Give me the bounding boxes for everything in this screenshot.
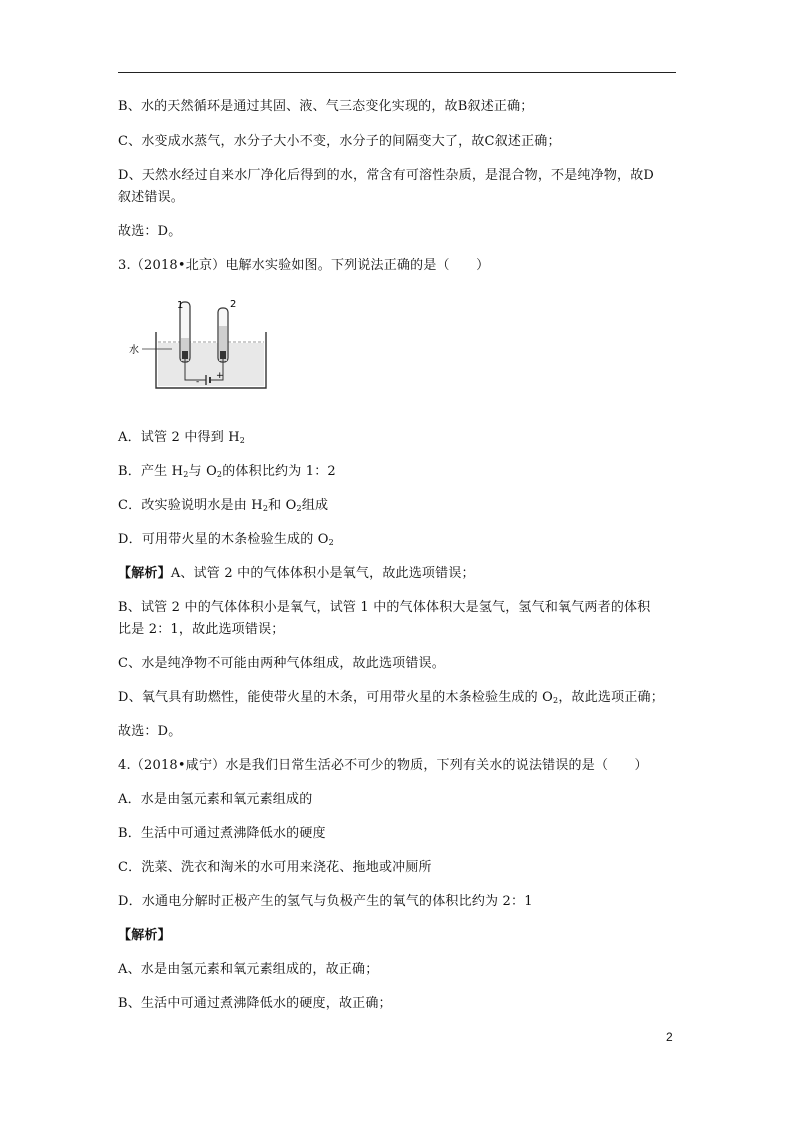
- text-span: A、试管 2 中的气体体积小是氧气，故此选项错误；: [170, 566, 475, 581]
- header-rule: [118, 72, 676, 73]
- question-3: 3.（2018•北京）电解水实验如图。下列说法正确的是（ ）: [118, 258, 490, 273]
- text-span: D．可用带火星的木条检验生成的 O: [118, 532, 329, 547]
- text-span: C．改实验说明水是由 H: [118, 498, 263, 513]
- text-line: [118, 690, 664, 706]
- text-span: ，故此选项正确；: [558, 690, 664, 705]
- text-line: B、生活中可通过煮沸降低水的硬度，故正确；: [118, 996, 392, 1011]
- subscript: 2: [328, 538, 334, 547]
- electrolysis-diagram: [128, 296, 276, 394]
- water-label: 水: [129, 345, 139, 356]
- analysis-3-line: [118, 566, 475, 582]
- battery-minus-label: -: [196, 377, 200, 387]
- text-span: 与 O: [188, 464, 217, 479]
- text-line: C、水是纯净物不可能由两种气体组成，故此选项错误。: [118, 656, 445, 671]
- text-span: D、氧气具有助燃性，能使带火星的木条，可用带火星的木条检验生成的 O: [118, 690, 554, 705]
- option-3a: [118, 430, 245, 446]
- option-3c: [118, 498, 328, 514]
- option-4c: C．洗菜、洗衣和淘米的水可用来浇花、拖地或冲厕所: [118, 860, 432, 875]
- text-line: B、试管 2 中的气体体积小是氧气，试管 1 中的气体体积大是氢气，氢气和氧气两者的体积: [118, 600, 651, 615]
- page-number: 2: [666, 1030, 673, 1044]
- option-4b: B．生活中可通过煮沸降低水的硬度: [118, 826, 326, 841]
- text-span: B．产生 H: [118, 464, 184, 479]
- text-span: 组成: [301, 498, 329, 513]
- battery-plus-label: +: [216, 371, 224, 381]
- subscript: 2: [262, 504, 269, 513]
- text-span: 和 O: [268, 498, 297, 513]
- option-3b: [118, 464, 336, 480]
- option-4d: D．水通电分解时正极产生的氢气与负极产生的氧气的体积比约为 2：1: [118, 894, 533, 909]
- text-span: 的体积比约为 1：2: [222, 464, 336, 479]
- text-line: B、水的天然循环是通过其固、液、气三态变化实现的，故B叙述正确；: [118, 99, 534, 114]
- text-line: C、水变成水蒸气，水分子大小不变，水分子的间隔变大了，故C叙述正确；: [118, 134, 561, 149]
- text-line: 故选：D。: [118, 224, 182, 239]
- text-line: 叙述错误。: [118, 190, 185, 205]
- text-span: A．试管 2 中得到 H: [118, 430, 240, 445]
- tube-2-label: 2: [230, 299, 237, 310]
- question-4: 4.（2018•咸宁）水是我们日常生活必不可少的物质，下列有关水的说法错误的是（ ）: [118, 758, 648, 773]
- subscript: 2: [239, 436, 246, 445]
- text-line: A、水是由氢元素和氧元素组成的，故正确；: [118, 962, 379, 977]
- analysis-label: 【解析】: [118, 566, 171, 581]
- subscript: 2: [296, 504, 302, 513]
- option-4a: A．水是由氢元素和氧元素组成的: [118, 792, 313, 807]
- subscript: 2: [216, 470, 223, 479]
- option-3d: [118, 532, 334, 548]
- text-line: 比是 2：1，故此选项错误；: [118, 622, 285, 637]
- text-line: D、天然水经过自来水厂净化后得到的水，常含有可溶性杂质，是混合物，不是纯净物，故D: [118, 168, 655, 183]
- subscript: 2: [553, 696, 559, 705]
- tube-1-label: 1: [177, 300, 184, 311]
- text-line: 故选：D。: [118, 724, 182, 739]
- analysis-label: 【解析】: [118, 928, 171, 943]
- subscript: 2: [183, 470, 189, 479]
